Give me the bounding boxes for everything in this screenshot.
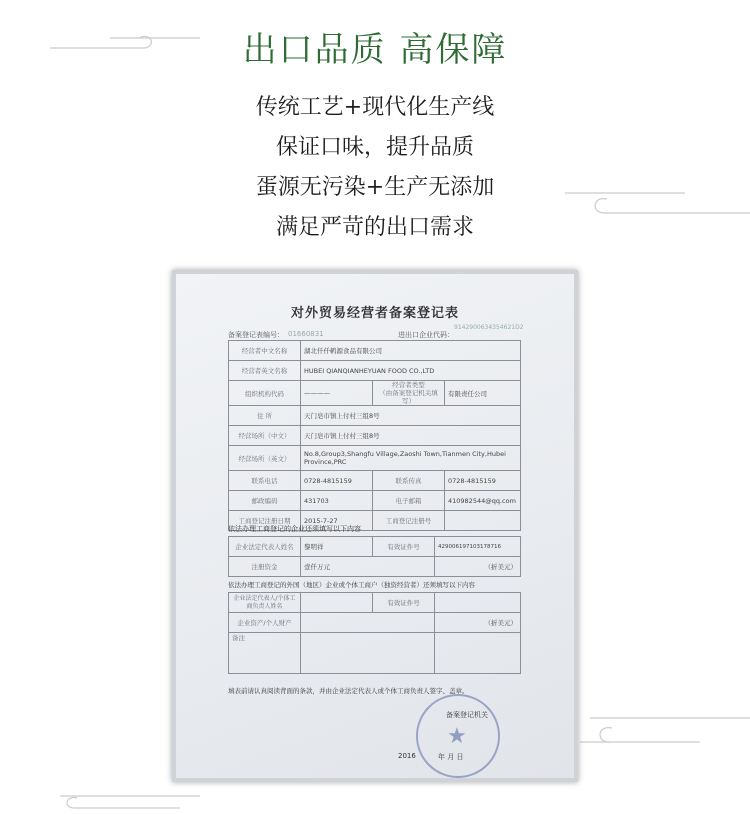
date-year: 2016 xyxy=(398,752,416,760)
name-en-label: 经营者英文名称 xyxy=(229,361,301,381)
type-label: 经营者类型 xyxy=(392,381,425,389)
remarks-label: 备注 xyxy=(229,633,301,674)
reg-no-value: 01660831 xyxy=(288,330,324,338)
remarks-value xyxy=(301,633,435,674)
document-title: 对外贸易经营者备案登记表 xyxy=(290,306,459,321)
export-code-label: 进出口企业代码： xyxy=(398,331,454,339)
name-cn-value: 湖北仟仟鹌源食品有限公司 xyxy=(301,341,521,361)
postcode-label: 邮政编码 xyxy=(229,491,301,511)
org-code-label: 组织机构代码 xyxy=(229,381,301,406)
email-label: 电子邮箱 xyxy=(373,491,445,511)
cert-no-label: 有效证件号 xyxy=(373,537,435,557)
email-value: 410982544@qq.com xyxy=(445,491,521,511)
address-label: 住 所 xyxy=(229,406,301,426)
foreign-rep-label: 企业法定代表人/个体工商负责人姓名 xyxy=(229,593,301,613)
decorative-swirl-bottom-right xyxy=(580,712,750,752)
reg-no-label: 备案登记表编号： xyxy=(228,331,284,339)
fax-value: 0728-4815159 xyxy=(445,471,521,491)
feature-line: 传统工艺+现代化生产线 xyxy=(255,95,495,120)
registration-table xyxy=(228,340,521,531)
assets-label: 企业资产/个人财产 xyxy=(229,613,301,633)
date-text: 年 月 日 xyxy=(438,753,464,761)
reg-no2-value xyxy=(445,511,521,531)
name-cn-label: 经营者中文名称 xyxy=(229,341,301,361)
type-label-cell xyxy=(373,381,445,406)
name-en-value: HUBEI QIANQIANHEYUAN FOOD CO.,LTD xyxy=(301,361,521,381)
certificate-paper xyxy=(176,274,574,778)
legal-rep-table xyxy=(228,536,521,577)
reg-date-label: 工商登记注册日期 xyxy=(229,511,301,531)
feature-line: 蛋源无污染+生产无添加 xyxy=(255,175,495,200)
currency-1: （折美元） xyxy=(435,557,521,577)
capital-label: 注册资金 xyxy=(229,557,301,577)
site-en-label: 经营场所（英文） xyxy=(229,446,301,471)
cert-no-value: 429006197103178716 xyxy=(435,537,521,557)
address-value: 天门皂市镇上付村三组8号 xyxy=(301,406,521,426)
page-heading: 出口品质 高保障 xyxy=(242,30,508,70)
capital-value: 壹仟万元 xyxy=(301,557,435,577)
postcode-value: 431703 xyxy=(301,491,373,511)
seal-star-icon: ★ xyxy=(447,724,467,749)
currency-2: （折美元） xyxy=(435,613,521,633)
foreign-cert-label: 有效证件号 xyxy=(373,593,435,613)
footer-note: 填表前请认真阅读背面的条款，并由企业法定代表人或个体工商负责人签字、盖章。 xyxy=(228,687,469,695)
certificate-photo xyxy=(172,270,578,782)
decorative-swirl-bottom-left xyxy=(60,790,200,814)
remarks-extra xyxy=(435,633,521,674)
authority-label: 备案登记机关 xyxy=(446,711,488,719)
type-sub-label: （由备案登记机关填写） xyxy=(379,389,438,405)
section-2-title: 依法办理工商登记的外国（地区）企业或个体工商户（独资经营者）还须填写以下内容 xyxy=(228,581,475,589)
foreign-rep-value xyxy=(301,593,373,613)
assets-value xyxy=(301,613,435,633)
fax-label: 联系传真 xyxy=(373,471,445,491)
site-cn-label: 经营场所（中文） xyxy=(229,426,301,446)
site-cn-value: 天门皂市镇上付村三组8号 xyxy=(301,426,521,446)
reg-date-value: 2015-7-27 xyxy=(301,511,373,531)
feature-line: 保证口味，提升品质 xyxy=(275,135,474,160)
legal-rep-value: 黎明祥 xyxy=(301,537,373,557)
feature-lines xyxy=(0,88,750,248)
feature-line: 满足严苛的出口需求 xyxy=(275,215,474,240)
legal-rep-label: 企业法定代表人姓名 xyxy=(229,537,301,557)
type-value: 有限责任公司 xyxy=(445,381,521,406)
site-en-value: No.8,Group3,Shangfu Village,Zaoshi Town,Tianmen City,Hubei Province,PRC xyxy=(301,446,521,471)
org-code-value: ———— xyxy=(301,381,373,406)
foreign-cert-value xyxy=(435,593,521,613)
reg-no2-label: 工商登记注册号 xyxy=(373,511,445,531)
foreign-rep-table xyxy=(228,592,521,674)
phone-label: 联系电话 xyxy=(229,471,301,491)
section-1-title: 依法办理工商登记的企业还须填写以下内容 xyxy=(228,525,361,533)
phone-value: 0728-4815159 xyxy=(301,471,373,491)
export-code-value: 9142900634354621D2 xyxy=(454,324,524,331)
